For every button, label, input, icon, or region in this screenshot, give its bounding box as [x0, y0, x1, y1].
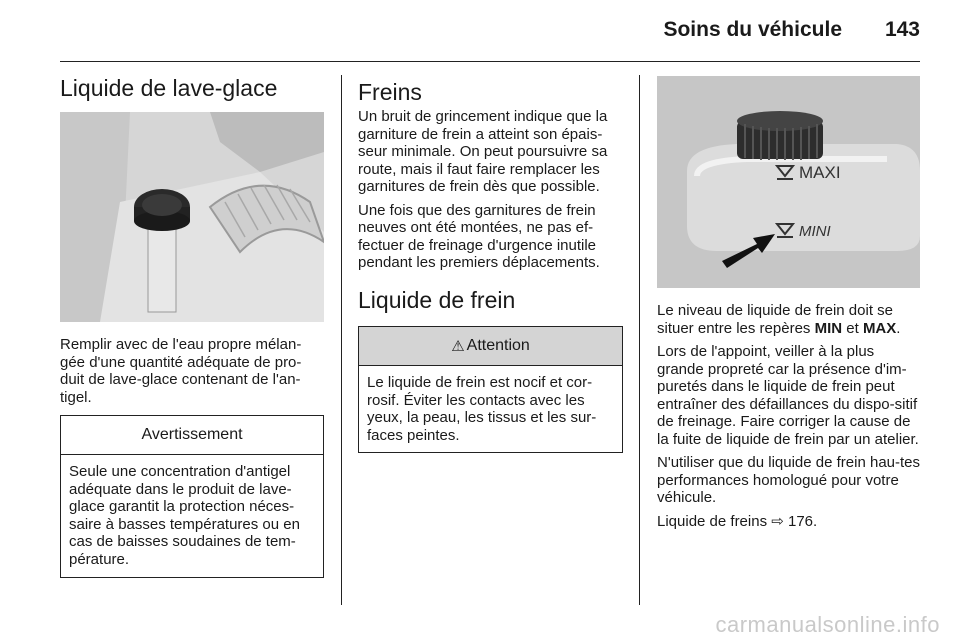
- and-text: et: [842, 319, 863, 337]
- column-divider-2: [639, 75, 640, 605]
- warning-box: [60, 415, 324, 578]
- washer-instructions: Remplir avec de l'eau propre mélan-gée d'une quantité adéquate de pro-duit de lave-glace contenant de l'an-tigel.: [60, 336, 302, 406]
- page-reference-link[interactable]: 176: [788, 512, 814, 530]
- attention-body: Le liquide de frein est nocif et cor-rosif. Éviter les contacts avec les yeux, la peau, les tissus et les sur-faces peintes.: [367, 374, 597, 444]
- washer-reservoir-illustration: [60, 112, 324, 322]
- refill-paragraph: Lors de l'appoint, veiller à la plus grande propreté car la présence d'im-puretés dans le liquide de frein peut entraîner des défaillances du dispo-sitif de freinage. Faire corriger la cause de la fuite de liquide de frein par un atelier.: [657, 343, 919, 448]
- warning-body: Seule une concentration d'antigel adéquate dans le produit de lave-glace garantit la protection néces-saire à basses températures ou en cas de baisses soudaines de tem-pérature.: [69, 463, 300, 568]
- reference-end: .: [813, 512, 818, 530]
- min-mark: MIN: [814, 319, 843, 337]
- level-paragraph: [657, 302, 922, 337]
- reference-text: Liquide de freins: [657, 512, 772, 530]
- brakes-paragraph-1: Un bruit de grincement indique que la garniture de frein a atteint son épais-seur minimale. On peut poursuivre sa route, mais il faut faire remplacer les garnitures de frein dès que possible.: [358, 108, 608, 196]
- attention-title: Attention: [466, 337, 530, 354]
- mini-label: MINI: [799, 223, 831, 240]
- brakes-paragraph-2: Une fois que des garnitures de frein neuves ont été montées, ne pas ef-fectuer de freinage d'urgence inutile pendant les premiers déplacements.: [358, 201, 600, 272]
- warning-triangle-icon: ⚠: [451, 338, 465, 355]
- maxi-label: MAXI: [799, 163, 841, 182]
- running-header-title: Soins du véhicule: [663, 18, 842, 41]
- level-end: .: [896, 319, 901, 337]
- attention-header: [359, 327, 622, 366]
- brake-reservoir-illustration: [657, 76, 920, 288]
- level-text: Le niveau de liquide de frein doit se situer entre les repères: [657, 302, 894, 337]
- reference-paragraph: [657, 513, 922, 531]
- page-number: 143: [884, 18, 920, 41]
- page-ref-icon: ⇨: [771, 512, 784, 530]
- washer-reservoir-image: [60, 112, 324, 322]
- right-column: [657, 302, 922, 536]
- left-column: [60, 76, 324, 101]
- section-title-brake-fluid: Liquide de frein: [358, 286, 516, 313]
- attention-box: [358, 326, 623, 453]
- watermark: carmanualsonline.info: [715, 612, 940, 637]
- section-title-brakes: Freins: [358, 79, 422, 105]
- max-mark: MAX: [862, 319, 897, 337]
- brake-fluid-reservoir-image: [657, 76, 920, 288]
- warning-title: Avertissement: [61, 416, 323, 455]
- column-divider-1: [341, 75, 342, 605]
- section-title-washer-fluid: Liquide de lave-glace: [60, 75, 278, 101]
- header-divider: [60, 61, 920, 62]
- washer-text: [60, 336, 324, 412]
- fluid-spec-paragraph: N'utiliser que du liquide de frein hau-tes performances homologué pour votre véhicule.: [657, 454, 921, 506]
- middle-column: [358, 80, 623, 313]
